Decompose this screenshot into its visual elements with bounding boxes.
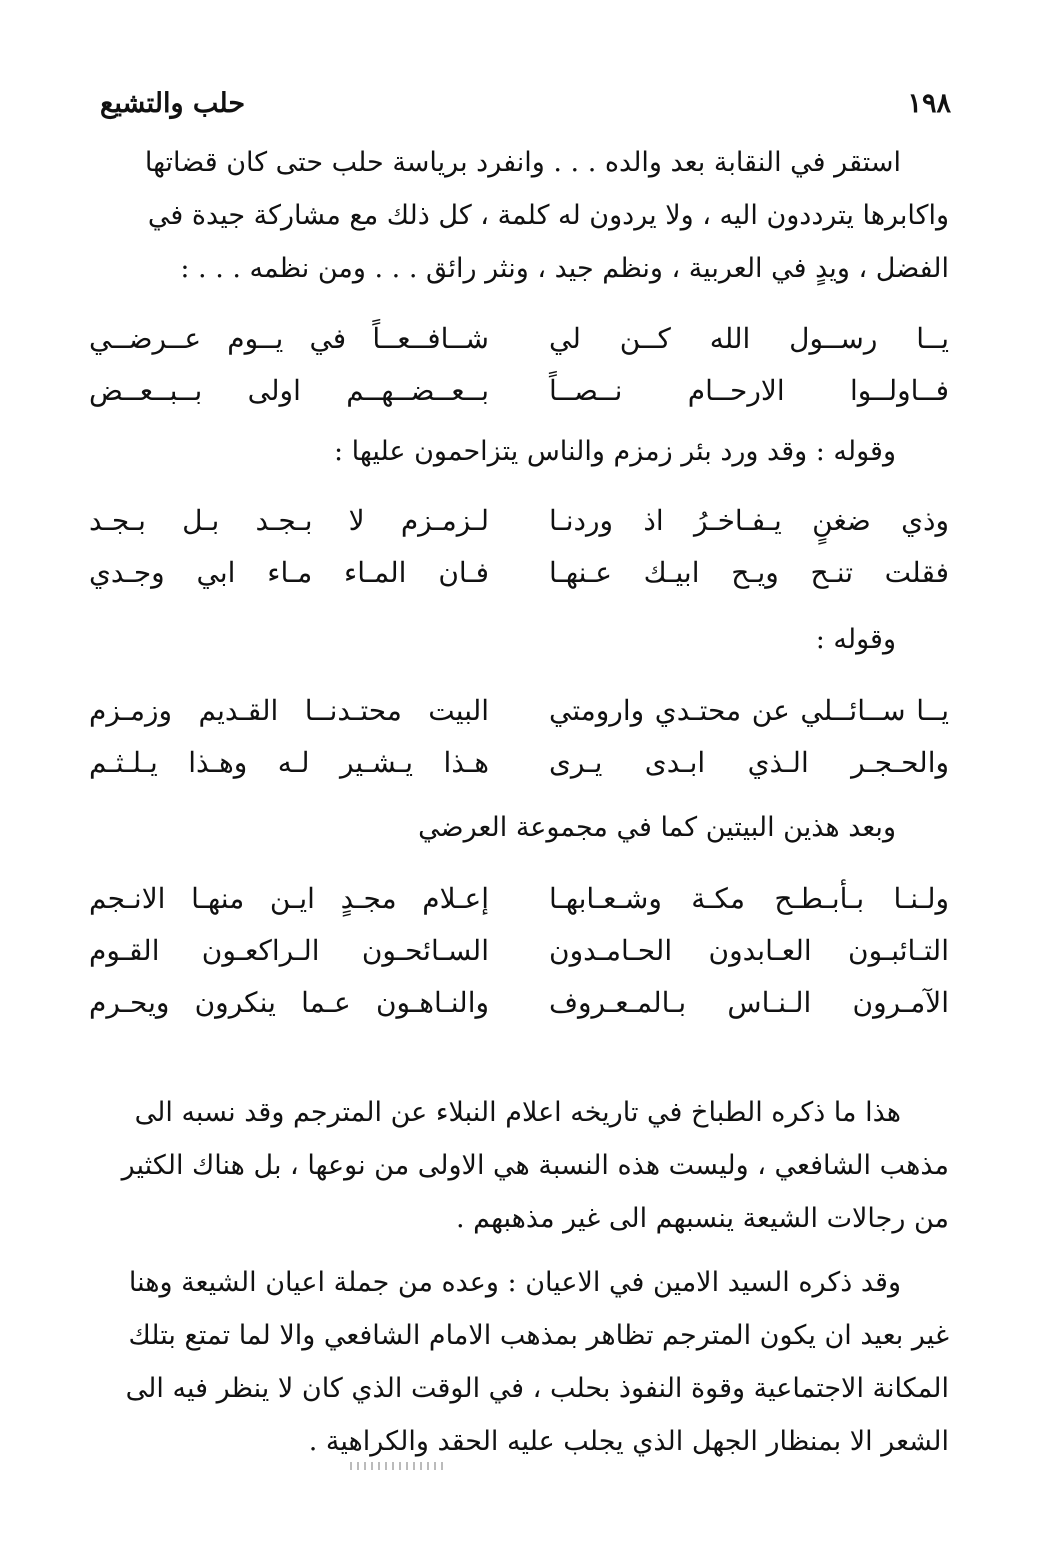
first-hemistich: ولـنـا بـأبـطـح مكـة وشـعـابهـا bbox=[549, 881, 949, 915]
first-hemistich: فــاولــوا الارحــام نــصــاً bbox=[549, 373, 949, 407]
verse-row bbox=[89, 494, 949, 546]
verse-row bbox=[89, 364, 949, 416]
first-hemistich: الآمـرون الـنـاس بـالمـعـروف bbox=[549, 985, 949, 1019]
second-hemistich: شــافــعــاً في يــوم عــرضــي bbox=[89, 321, 489, 355]
second-hemistich: لـزمـزم لا بـجـد بـل بـجـد bbox=[89, 503, 489, 537]
paragraph-2 bbox=[89, 1086, 949, 1245]
paragraph-line: غير بعيد ان يكون المترجم تظاهر بمذهب الامام الشافعي والا لما تمتع بتلك bbox=[128, 1320, 949, 1351]
paragraph-1 bbox=[89, 136, 949, 295]
page-number: ١٩٨ bbox=[907, 87, 951, 119]
second-hemistich: إعـلام مجـدٍ ايـن منهـا الانـجم bbox=[89, 881, 489, 915]
paragraph-line: وقد ذكره السيد الامين في الاعيان : وعده من جملة اعيان الشيعة وهنا bbox=[128, 1267, 901, 1298]
poem-1 bbox=[89, 312, 949, 416]
second-hemistich: السـائحـون الـراكعـون القـوم bbox=[89, 933, 489, 967]
paragraph-line: مذهب الشافعي ، وليست هذه النسبة هي الاولى من نوعها ، بل هناك الكثير bbox=[121, 1150, 949, 1181]
paragraph-3 bbox=[89, 1256, 949, 1468]
paragraph-line: المكانة الاجتماعية وقوة النفوذ بحلب ، في الوقت الذي كان لا ينظر فيه الى bbox=[125, 1373, 949, 1404]
verse-row bbox=[89, 546, 949, 598]
first-hemistich: والحـجـر الـذي ابـدى يـرى bbox=[549, 745, 949, 779]
second-hemistich: البيت محتـدنــا القـديم وزمـزم bbox=[89, 693, 489, 727]
verse-row bbox=[89, 736, 949, 788]
verse-row bbox=[89, 312, 949, 364]
first-hemistich: فقلت تنـح ويـح ابيـك عـنهـا bbox=[549, 555, 949, 589]
verse-row bbox=[89, 872, 949, 924]
paragraph-line: من رجالات الشيعة ينسبهم الى غير مذهبهم . bbox=[455, 1203, 949, 1234]
verse-row bbox=[89, 684, 949, 736]
verse-row bbox=[89, 976, 949, 1028]
second-hemistich: بــعــضــهــم اولى بــبــعــض bbox=[89, 373, 489, 407]
page-header bbox=[100, 78, 951, 128]
verse-introduction: وقوله : bbox=[815, 624, 896, 655]
poem-2 bbox=[89, 494, 949, 598]
verse-introduction: وقوله : وقد ورد بئر زمزم والناس يتزاحمون عليها : bbox=[333, 436, 896, 467]
verse-introduction: وبعد هذين البيتين كما في مجموعة العرضي bbox=[418, 812, 896, 843]
first-hemistich: يــا رســول الله كــن لي bbox=[549, 321, 949, 355]
scan-speckle bbox=[350, 1462, 445, 1470]
second-hemistich: والنـاهـون عـما ينكرون ويحـرم bbox=[89, 985, 489, 1019]
second-hemistich: هـذا يـشـير لـه وهـذا يـلـثـم bbox=[89, 745, 489, 779]
paragraph-line: الفضل ، ويدٍ في العربية ، ونظم جيد ، ونثر رائق . . . ومن نظمه . . . : bbox=[180, 253, 949, 284]
paragraph-line: استقر في النقابة بعد والده . . . وانفرد برياسة حلب حتى كان قضاتها bbox=[144, 147, 901, 178]
verse-row bbox=[89, 924, 949, 976]
paragraph-line: الشعر الا بمنظار الجهل الذي يجلب عليه الحقد والكراهية . bbox=[308, 1426, 949, 1457]
paragraph-line: واكابرها يترددون اليه ، ولا يردون له كلمة ، كل ذلك مع مشاركة جيدة في bbox=[147, 200, 949, 231]
first-hemistich: يــا ســائــلي عن محتـدي وارومتي bbox=[549, 693, 949, 727]
first-hemistich: وذي ضغنٍ يـفـاخـرُ اذ وردنـا bbox=[549, 503, 949, 537]
poem-3 bbox=[89, 684, 949, 788]
poem-4 bbox=[89, 872, 949, 1028]
second-hemistich: فـان المـاء مـاء ابي وجـدي bbox=[89, 555, 489, 589]
paragraph-line: هذا ما ذكره الطباخ في تاريخه اعلام النبلاء عن المترجم وقد نسبه الى bbox=[134, 1097, 901, 1128]
first-hemistich: التـائبـون العـابدون الحـامـدون bbox=[549, 933, 949, 967]
running-title: حلب والتشيع bbox=[100, 87, 246, 119]
